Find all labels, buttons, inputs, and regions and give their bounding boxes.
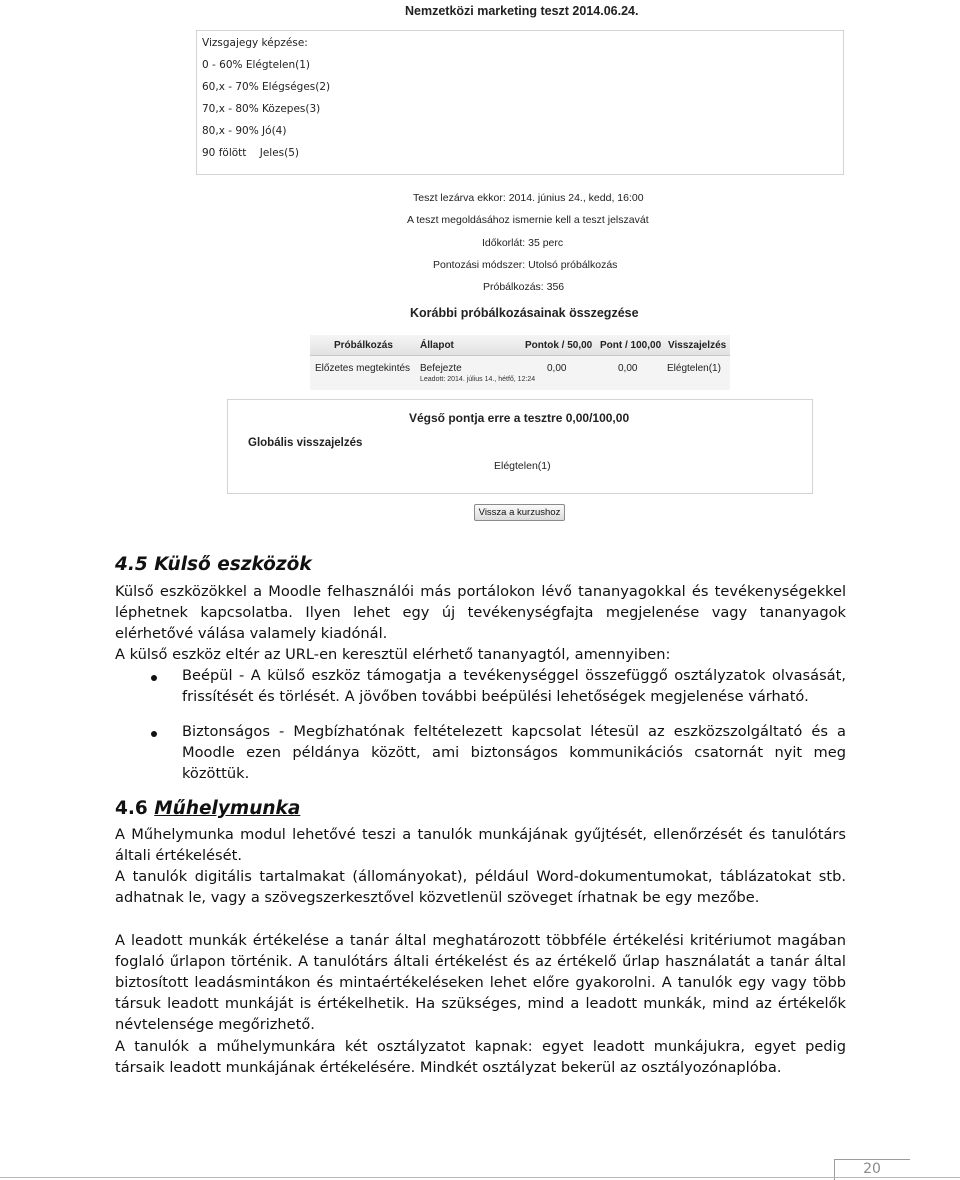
column-header-points[interactable]: Pontok / 50,00: [525, 340, 593, 351]
grading-scale-item: 70,x - 80% Közepes(3): [202, 103, 321, 115]
bullet-icon: [151, 731, 157, 737]
grading-scale-item: 90 fölött Jeles(5): [202, 147, 300, 159]
grading-scale-item: 0 - 60% Elégtelen(1): [202, 59, 310, 71]
overall-feedback-box: [227, 399, 813, 494]
section-heading-4-6: [115, 798, 300, 819]
footer-rule: [0, 1177, 960, 1178]
quiz-time-limit: Időkorlát: 35 perc: [482, 237, 564, 249]
table-row: [310, 356, 730, 390]
attempt-review-link[interactable]: Előzetes megtekintés: [315, 363, 411, 374]
quiz-close-date: Teszt lezárva ekkor: 2014. június 24., kedd, 16:00: [413, 192, 644, 204]
page-number: 20: [863, 1161, 881, 1177]
attempts-summary-title: Korábbi próbálkozásainak összegzése: [410, 306, 639, 320]
final-grade: Végső pontja erre a tesztre 0,00/100,00: [409, 411, 630, 425]
paragraph: A tanulók digitális tartalmakat (állományokat), például Word-dokumentumokat, táblázatokat stb. adhatnak le, vagy a szövegszerkesztővel közvetlenül szöveget írhatnak be egy mezőbe.: [115, 868, 846, 906]
section-number: 4.6: [115, 798, 148, 819]
back-to-course-button[interactable]: Vissza a kurzushoz: [474, 504, 565, 521]
paragraph: Külső eszközökkel a Moodle felhasználói más portálokon lévő tananyagokkal és tevékenységekkel léphetnek kapcsolatba. Ilyen lehet egy új tevékenységfajta megjelenése vagy tananyagok elérhetővé válása valamely kiadónál.: [115, 583, 846, 642]
table-header: [310, 335, 730, 356]
attempt-submitted-date: Leadott: 2014. július 14., hétfő, 12:24: [420, 376, 536, 383]
attempt-points: 0,00: [547, 363, 567, 374]
list-item: Beépül - A külső eszköz támogatja a tevékenységgel összefüggő osztályzatok olvasását, frissítését és törlését. A jövőben további beépülési lehetőségek megjelenése várható.: [182, 667, 846, 705]
column-header-status[interactable]: Állapot: [420, 340, 454, 351]
quiz-grading-method: Pontozási módszer: Utolsó próbálkozás: [433, 259, 618, 271]
paragraph: A külső eszköz eltér az URL-en keresztül elérhető tananyagtól, amennyiben:: [115, 646, 671, 663]
list-item: Biztonságos - Megbízhatónak feltételezett kapcsolat létesül az eszközszolgáltató és a Moodle ezen példánya között, ami biztonságos kommunikációs csatornát nyit meg közöttük.: [182, 723, 846, 782]
column-header-grade[interactable]: Pont / 100,00: [600, 340, 662, 351]
attempt-feedback: Elégtelen(1): [667, 363, 721, 374]
attempt-grade: 0,00: [618, 363, 638, 374]
quiz-attempt-count: Próbálkozás: 356: [483, 281, 565, 293]
grading-scale-item: 60,x - 70% Elégséges(2): [202, 81, 331, 93]
quiz-title: Nemzetközi marketing teszt 2014.06.24.: [405, 4, 639, 18]
quiz-password-notice: A teszt megoldásához ismernie kell a teszt jelszavát: [407, 214, 649, 226]
bullet-icon: [151, 675, 157, 681]
grading-scale-item: 80,x - 90% Jó(4): [202, 125, 287, 137]
attempt-status: Befejezte: [420, 363, 462, 374]
column-header-feedback[interactable]: Visszajelzés: [668, 340, 727, 351]
section-title: Műhelymunka: [154, 798, 301, 819]
paragraph: A leadott munkák értékelése a tanár által meghatározott többféle értékelési kritériumot magában foglaló űrlapon történik. A tanulótárs általi értékelést és az értékelő űrlap használatát a tanár által biztosított leadásmintákon és mintaértékeléseken lehet előre gyakorolni. A tanulók egy vagy több társuk leadott munkáját is értékelhetik. Ha szükséges, mind a leadott munkák, mind az értékelők névtelensége megőrizhető.: [115, 932, 846, 1033]
overall-feedback-label: Globális visszajelzés: [248, 437, 363, 449]
section-heading-4-5: 4.5 Külső eszközök: [115, 554, 312, 575]
grading-scale-label: Vizsgajegy képzése:: [202, 37, 308, 49]
column-header-attempt[interactable]: Próbálkozás: [334, 340, 393, 351]
paragraph: A tanulók a műhelymunkára két osztályzatot kapnak: egyet leadott munkájukra, egyet pedig társaik leadott munkájának értékelésére. Mindkét osztályzat bekerül az osztályozónaplóba.: [115, 1038, 846, 1076]
grading-scale-box: [196, 30, 844, 175]
overall-feedback-value: Elégtelen(1): [494, 460, 551, 472]
paragraph: A Műhelymunka modul lehetővé teszi a tanulók munkájának gyűjtését, ellenőrzését és tanulótárs általi értékelését.: [115, 826, 846, 864]
attempts-table: [310, 335, 730, 390]
